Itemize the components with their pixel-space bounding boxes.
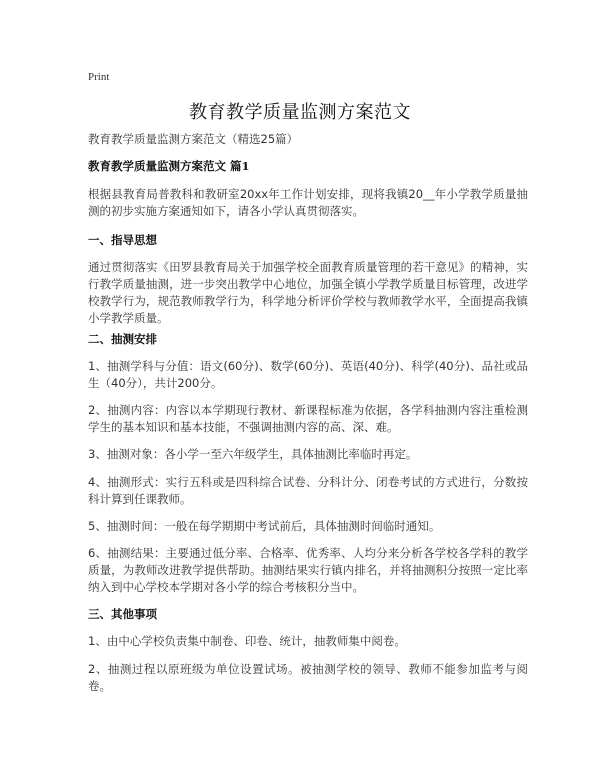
section-3-paragraph-1: 1、由中心学校负责集中制卷、印卷、统计，抽教师集中阅卷。 [88,634,406,648]
print-label: Print [88,71,110,83]
section-2-paragraph-1: 1、抽测学科与分值：语文(60分)、数学(60分)、英语(40分)、科学(40分)、品社或品生（40分），共计200分。 [88,359,528,390]
section-2-paragraph-2: 2、抽测内容：内容以本学期现行教材、新课程标准为依据，各学科抽测内容注重检测学生的基本知识和基本技能，不强调抽测内容的高、深、难。 [88,403,528,434]
section-2-paragraph-6: 6、抽测结果：主要通过低分率、合格率、优秀率、人均分来分析各学校各学科的教学质量，为教师改进教学提供帮助。抽测结果实行镇内排名，并将抽测积分按照一定比率纳入到中心学校本学期对各小学的综合考核积分当中。 [88,546,528,594]
section-heading-3: 三、其他事项 [88,607,157,621]
section-2-paragraph-5: 5、抽测时间：一般在每学期期中考试前后，具体抽测时间临时通知。 [88,519,441,533]
document-subtitle: 教育教学质量监测方案范文（精选25篇） [88,132,299,146]
section-2-paragraph-4: 4、抽测形式：实行五科或是四科综合试卷、分科计分、闭卷考试的方式进行，分数按科计算到任课教师。 [88,475,528,506]
section-2-paragraph-3: 3、抽测对象：各小学一至六年级学生，具体抽测比率临时再定。 [88,447,418,461]
section-heading-2: 二、抽测安排 [88,332,157,346]
section-3-paragraph-2: 2、抽测过程以原班级为单位设置试场。被抽测学校的领导、教师不能参加监考与阅卷。 [88,662,528,693]
article-heading: 教育教学质量监测方案范文 篇1 [88,159,250,173]
section-1-paragraph-1: 通过贯彻落实《田罗县教育局关于加强学校全面教育质量管理的若干意见》的精神，实行教学质量抽测，进一步突出教学中心地位，加强全镇小学教学质量目标管理，改进学校教学行为，规范教师教学行为，科学地分析评价学校与教师教学水平，全面提高我镇小学教学质量。 [88,260,528,325]
page-title: 教育教学质量监测方案范文 [189,102,411,123]
section-heading-1: 一、指导思想 [88,233,157,247]
intro-paragraph: 根据县教育局普教科和教研室20xx年工作计划安排，现将我镇20__年小学教学质量抽测的初步实施方案通知如下，请各小学认真贯彻落实。 [88,187,528,218]
